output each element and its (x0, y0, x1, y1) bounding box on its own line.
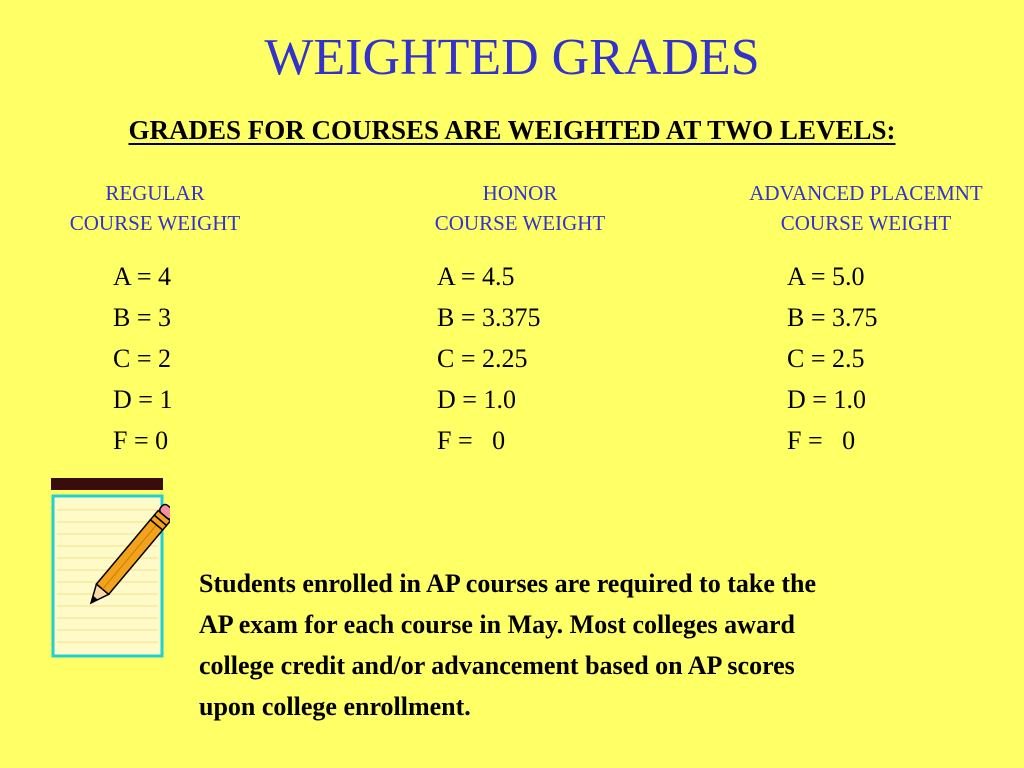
grade-item: F = 0 (787, 426, 856, 455)
grade-item: F = 0 (113, 426, 169, 455)
subtitle (0, 112, 1024, 148)
honor-grade-list (437, 256, 541, 461)
grade-item: A = 4.5 (437, 262, 515, 291)
ap-grade-list (787, 256, 878, 461)
ap-exam-note (199, 563, 999, 727)
grade-item: B = 3 (113, 303, 172, 332)
grade-item: C = 2 (113, 344, 172, 373)
note-line: upon college enrollment. (199, 692, 471, 721)
ap-column-heading (707, 178, 1024, 238)
regular-grade-list (113, 256, 172, 461)
grade-item: B = 3.75 (787, 303, 878, 332)
grade-item: B = 3.375 (437, 303, 541, 332)
note-line: college credit and/or advancement based on AP scores (199, 651, 795, 680)
subtitle-text: GRADES FOR COURSES ARE WEIGHTED AT TWO LEVELS: (128, 115, 896, 145)
ap-heading-line2: COURSE WEIGHT (780, 211, 952, 235)
ap-heading-line1: ADVANCED PLACEMNT (749, 181, 983, 205)
grade-item: C = 2.25 (437, 344, 528, 373)
regular-heading-line2: COURSE WEIGHT (69, 211, 241, 235)
grade-item: D = 1.0 (787, 385, 866, 414)
regular-heading-line1: REGULAR (105, 181, 205, 205)
honor-heading-line2: COURSE WEIGHT (434, 211, 606, 235)
regular-column-heading (24, 178, 286, 238)
grade-item: F = 0 (437, 426, 506, 455)
note-line: Students enrolled in AP courses are required to take the (199, 569, 817, 598)
honor-heading-line1: HONOR (482, 181, 558, 205)
page-title: WEIGHTED GRADES (264, 29, 760, 86)
notepad-with-pencil-icon (46, 476, 170, 666)
grade-item: D = 1.0 (437, 385, 516, 414)
grade-item: A = 5.0 (787, 262, 865, 291)
grade-item: C = 2.5 (787, 344, 865, 373)
grade-item: A = 4 (113, 262, 172, 291)
grade-item: D = 1 (113, 385, 173, 414)
honor-column-heading (389, 178, 651, 238)
note-line: AP exam for each course in May. Most colleges award (199, 610, 795, 639)
